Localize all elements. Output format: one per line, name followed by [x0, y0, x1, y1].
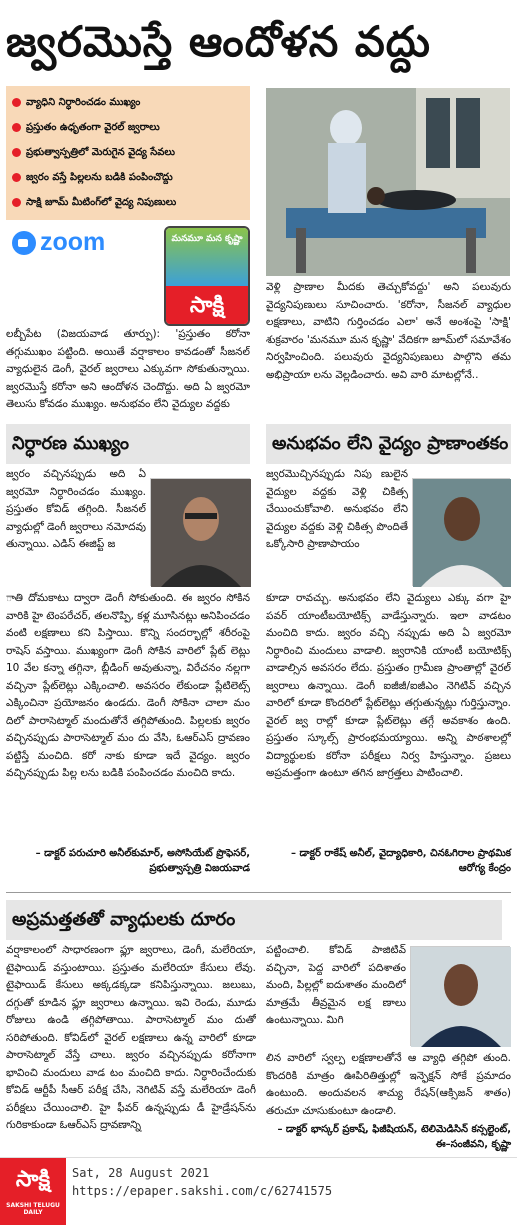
bullet-icon	[12, 173, 21, 182]
headline: జ్వరమొస్తే ఆందోళన వద్దు	[6, 17, 431, 66]
highlight-item: సాక్షి జూమ్‌ మీటింగ్‌లో వైద్య నిపుణులు	[12, 190, 244, 215]
doctor-portrait-2	[413, 479, 511, 587]
bullet-icon	[12, 123, 21, 132]
section-title-vigilance: అప్రమత్తతతో వ్యాధులకు దూరం	[6, 900, 502, 940]
bullet-icon	[12, 98, 21, 107]
section3-text-right: లిన వారిలో స్వల్ప లక్షణాలతోనే ఆ వ్యాధి తగ్గిపో తుంది. కొందరికి మాత్రం ఊపిరితిత్తుల్లో ఇన్ఫెక్షన్‌ సోకే ప్రమాదం ఉంటుంది. అందువలన శాచ్యు రేషన్‌(ఆక్సిజన్‌ శాతం) తరుచూ చూసుకుంటూ ఉండాలి.	[266, 1052, 511, 1117]
section3-text-beside-photo: పట్టించాలి. కోవిడ్‌ పాజిటివ్‌ వచ్చినా, పెద్ద వారిలో పదిశాతం మంది, పిల్లల్లో ఐదుశాతం మందిలో మాత్రమే తీవ్రమైన లక్ష ణాలు ఉంటున్నాయి. మిగి	[266, 944, 406, 1026]
footer-info	[72, 1164, 332, 1200]
edition-date: Sat, 28 August 2021	[72, 1166, 210, 1180]
section2-credit: – డాక్టర్‌ రాకేష్‌ అనీల్‌, వైద్యాధికారి, చినఓగిరాల ప్రాథమిక ఆరోగ్య కేంద్రం	[290, 848, 511, 874]
hospital-scene-image	[266, 88, 510, 276]
bullet-icon	[12, 198, 21, 207]
highlight-item: ప్రస్తుతం ఉధృతంగా వైరల్‌ జ్వరాలు	[12, 115, 244, 140]
doctor-photo-1	[150, 478, 250, 586]
intro-text-left: లబ్బీపేట (విజయవాడ తూర్పు): 'ప్రస్తుతం కరోనా తగ్గుముఖం పట్టింది. అయితే వర్షాకాలం కావడంతో సీజనల్‌ వ్యాధులైన డెంగీ, వైరల్‌ జ్వరాలు ఎక్కువగా సోకుతున్నాయి. జ్వరమొస్తే కరోనా అని ఆందోళన చెందొద్దు. అది ఏ జ్వరమో తెలుసు కోవడం ముఖ్యం. అనుభవం లేని వైద్యుల వద్దకు	[6, 328, 250, 410]
section2-text: కూడా రావచ్చు. అనుభవం లేని వైద్యులు ఎక్కు వగా హై పవర్‌ యాంటీబయోటిక్స్‌ వాడేస్తున్నారు. ఇలా వాడటం మంచిది కాదు. జ్వరం వచ్చి నప్పుడు అది ఏ జ్వరమో నిర్ధారించి మందులు వాడాలి. జ్వరానికి యాంటీ బయోటిక్స్‌ వాడాల్సిన అవసరం లేదు. ప్రస్తుతం గ్రామీణ ప్రాంతాల్లో వైరల్‌ జ్వరాలు ఉన్నాయి. డెంగీ ఐజీజీ/ఐజీఎం నెగిటివ్‌ వచ్చిన వారిలో కూడా కొందరిలో ప్లేట్‌లెట్లు తగ్గుతున్నట్లు గుర్తిస్తున్నాం. వైరల్‌ జ్వ రాల్లో కూడా ప్లేట్‌లెట్లు తగ్గే అవకాశం ఉంది. ప్రస్తుతం స్కూల్స్‌ ప్రారంభమయ్యాయి. అన్ని పాఠశాలల్లో విద్యార్థులకు కరోనా పరీక్షలు నిర్వ హిస్తున్నాం. ప్రజలు అప్రమత్తంగా ఉంటూ తగిన జాగ్రత్తలు పాటించాలి.	[266, 592, 511, 779]
sakshi-logo: సాక్షి SAKSHI TELUGU DAILY	[0, 1158, 66, 1225]
section-title-diagnosis: నిర్ధారణ ముఖ్యం	[6, 424, 250, 464]
doctor-portrait-1	[151, 479, 251, 587]
bullet-icon	[12, 148, 21, 157]
highlight-item: జ్వరం వస్తే పిల్లలను బడికి పంపించొద్దు	[12, 165, 244, 190]
manamu-mana-krishna-logo: మనమూ మన కృష్ణా సాక్షి	[164, 226, 250, 326]
section1-text-beside-photo: జ్వరం వచ్చినప్పుడు అది ఏ జ్వరమో నిర్ధారించడం ముఖ్యం. ప్రస్తుతం కోవిడ్‌ తగ్గింది. సీజనల్‌ వ్యాధుల్లో డెంగీ జ్వరాలు నమోదవు తున్నాయి. ఎడిస్‌ ఈజిప్ట్‌ జ	[6, 468, 146, 550]
section3-text-left: వర్షాకాలంలో సాధారణంగా ఫ్లూ జ్వరాలు, డెంగీ, మలేరియా, టైఫాయిడ్‌ వస్తుంటాయి. ప్రస్తుతం మలేరియా కేసులు లేవు. టైఫాయిడ్‌ కేసులు అక్కడక్కడా కనిపిస్తున్నాయి. జలుబు, దగ్గుతో కూడిన ఫ్లూ జ్వరాలు ఉన్నాయి. ఇవి రెండు, మూడు రోజులు ఉండి తగ్గిపోతాయి. పారాసెట్మాల్‌ మం దుతో సరిపోతుంది. కోవిడ్‌లో వైరల్‌ లక్షణాలు ఉన్న వారిలో కూడా పారాసెట్మాల్‌ వేస్తే చాలు. జ్వరం వచ్చినప్పుడు కరోనాగా భావించి మందులు వాడ టం మంచిది కాదు. నిర్ధారించేందుకు కోవిడ్‌ ఆర్టీపీ సీఆర్‌ పరీక్ష చేసి, నెగిటివ్‌ వస్తే మలేరియా డెంగీ పరీక్షలు చేయించాలి. హై ఫీవర్‌ ఉన్నప్పుడు డీ హైడ్రేషన్‌ను గురికాకుండా ఓఆర్‌ఎస్‌ ద్రావణాన్ని	[6, 944, 256, 1131]
intro-text-right: వెళ్లి ప్రాణాల మీదకు తెచ్చుకోవద్దు' అని పలువురు వైద్యనిపుణులు సూచించారు. 'కరోనా, సీజనల్‌ వ్యాధుల లక్షణాలు, వాటిని గుర్తించడం ఎలా' అనే అంశంపై 'సాక్షి' శుక్రవారం 'మనమూ మన కృష్ణా' వేదికగా జూమ్‌లో సమావేశం నిర్వహించింది. పలువురు వైద్యనిపుణులు పాల్గొని తమ అభిప్రాయా లను వెల్లడించారు. అవి వారి మాటల్లోనే..	[266, 281, 511, 381]
hospital-photo	[266, 88, 510, 276]
section-title-inexperienced: అనుభవం లేని వైద్యం ప్రాణాంతకం	[266, 424, 511, 464]
zoom-camera-icon	[12, 231, 36, 255]
section2-text-beside-photo: జ్వరమొచ్చినప్పుడు నిపు ణులైన వైద్యుల వద్దకు వెళ్లి చికిత్స చేయించుకోవాలి. అనుభవం లేని వైద్యుల వద్దకు వెళ్లి చికిత్స పొందితే ఒక్కోసారి ప్రాణాపాయం	[266, 468, 408, 550]
section1-credit: – డాక్టర్‌ పరుచూరి అనీల్‌కుమార్‌, అసోసియేట్‌ ప్రొఫెసర్‌, ప్రభుత్వాస్పత్రి విజయవాడ	[35, 848, 250, 874]
highlight-item: వ్యాధిని నిర్ధారించడం ముఖ్యం	[12, 90, 244, 115]
section-divider	[6, 892, 511, 893]
footer	[0, 1157, 517, 1225]
highlights-box	[6, 86, 250, 220]
zoom-logo: zoom	[12, 228, 142, 254]
section1-text: ాతి దోమకాటు ద్వారా డెంగీ సోకుతుంది. ఈ జ్వరం సోకిన వారికి హై టెంపరేచర్‌, తలనొప్పి, కళ్ల మూసినట్లు అనిపించడం వంటి లక్షణాలు కని పిస్తాయి. కొన్ని సందర్భాల్లో శరీరంపై రాషెస్‌ వస్తాయి. ముఖ్యంగా డెంగీ సోకిన వారిలో ప్లేట్‌ లెట్లు 10 వేల కన్నా తగ్గినా, బ్లీడింగ్‌ అవుతున్నా, విరేచనం నల్లగా వచ్చినా ప్లేట్‌లెట్లు ఎక్కించాలి. అవసరం లేకుండా ప్లేటిలెట్స్‌ ఎక్కించినా ప్రయోజనం ఉండదు. డెంగీ సోకినా చాలా మం దిలో పారాసెట్మాల్‌ మందుతోనే తగ్గిపోతుంది. పిల్లలకు జ్వరం వచ్చినప్పుడు పారాసెట్మాల్‌ మం దు వేసి, ఓఆర్‌ఎస్‌ ద్రావణం పట్టిస్తే మంచిది. కరో నాకు కూడా ఇదే వైద్యం. జ్వరం వచ్చినప్పుడు పిల్ల లను బడికి పంపించడం మంచిది కాదు.	[6, 592, 250, 779]
doctor-photo-3	[410, 946, 510, 1046]
epaper-link[interactable]: https://epaper.sakshi.com/c/62741575	[72, 1184, 333, 1198]
doctor-photo-2	[412, 478, 510, 586]
doctor-portrait-3	[411, 947, 511, 1047]
highlight-item: ప్రభుత్వాస్పత్రిలో మెరుగైన వైద్య సేవలు	[12, 140, 244, 165]
section3-credit: – డాక్టర్‌ భాస్కర్‌ ప్రకాష్‌, ఫిజీషియన్‌, టెలిమెడిసిన్‌ కన్సల్టెంట్‌, ఈ–సంజీవని, కృష్ణా	[277, 1124, 511, 1150]
